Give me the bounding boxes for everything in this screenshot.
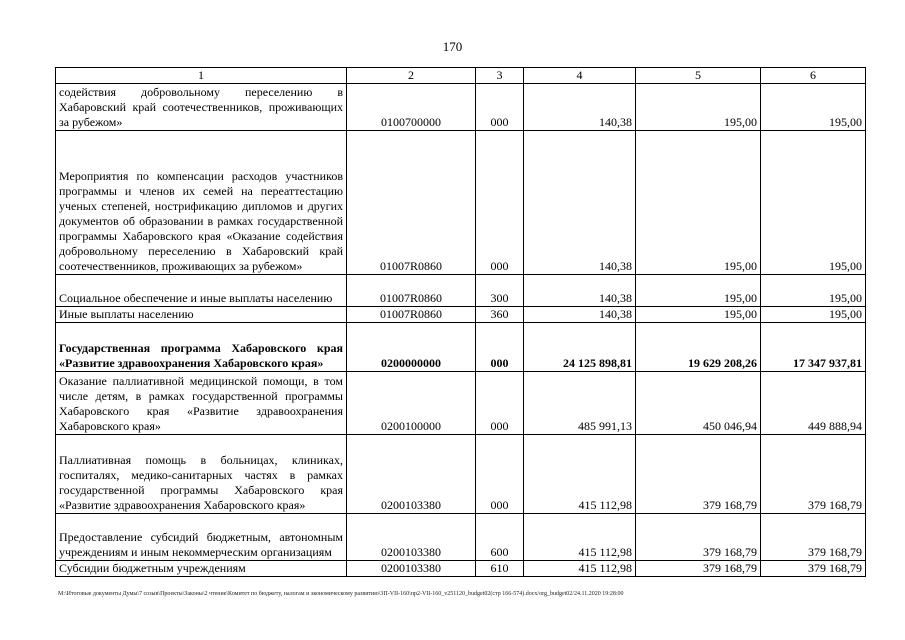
header-cell: 3 [476,68,524,84]
row-type-cell: 000 [476,131,524,275]
table-row [56,275,866,307]
row-code-cell: 0200103380 [347,435,476,514]
row-value-2022-cell: 379 168,79 [636,435,761,514]
row-name-cell: Государственная программа Хабаровского края «Развитие здравоохранения Хабаровского края» [56,323,347,372]
row-name-cell: Паллиативная помощь в больницах, клиниках, госпиталях, медико-санитарных частях в рамках государственной программы Хабаровского края «Развитие здравоохранения Хабаровского края» [56,435,347,514]
row-value-2021-cell: 140,38 [524,131,636,275]
header-cell: 6 [761,68,866,84]
row-value-2023-cell: 195,00 [761,84,866,131]
header-cell: 5 [636,68,761,84]
row-type-cell: 360 [476,307,524,323]
row-value-2021-cell: 24 125 898,81 [524,323,636,372]
page-number: 170 [442,39,463,54]
table-row [56,561,866,577]
row-value-2023-cell: 379 168,79 [761,514,866,561]
row-type-cell: 000 [476,323,524,372]
table-row [56,307,866,323]
row-value-2021-cell: 140,38 [524,307,636,323]
row-value-2023-cell: 17 347 937,81 [761,323,866,372]
row-type-cell: 600 [476,514,524,561]
row-value-2021-cell: 415 112,98 [524,514,636,561]
row-code-cell: 0200103380 [347,561,476,577]
row-value-2022-cell: 379 168,79 [636,514,761,561]
row-value-2021-cell: 415 112,98 [524,435,636,514]
row-code-cell: 0100700000 [347,84,476,131]
row-value-2023-cell: 195,00 [761,131,866,275]
row-value-2022-cell: 195,00 [636,84,761,131]
document-path-footer: M:\Итоговые документы Думы\7 созыв\Проекты\Законы\2 чтение\Комитет по бюджету, налогам и экономическому развитию\3П-VII-160\пр2-VII-160_v251120_budget02(стр 166-574).docx/org_budget02/24.11.2020 19:28:00 [58,591,624,597]
row-type-cell: 000 [476,435,524,514]
row-value-2021-cell: 140,38 [524,275,636,307]
row-value-2022-cell: 195,00 [636,131,761,275]
row-value-2022-cell: 195,00 [636,275,761,307]
table-row [56,323,866,372]
row-code-cell: 0200000000 [347,323,476,372]
row-value-2022-cell: 195,00 [636,307,761,323]
row-value-2022-cell: 19 629 208,26 [636,323,761,372]
row-name-cell: Предоставление субсидий бюджетным, автономным учреждениям и иным некоммерческим организациям [56,514,347,561]
table-row [56,84,866,131]
row-value-2023-cell: 195,00 [761,307,866,323]
row-name-cell: содействия добровольному переселению в Хабаровский край соотечественников, проживающих за рубежом» [56,84,347,131]
row-type-cell: 300 [476,275,524,307]
row-name-cell: Мероприятия по компенсации расходов участников программы и членов их семей на переаттестацию ученых степеней, нострификацию дипломов и других документов об образовании в рамках государственной программы Хабаровского края «Оказание содействия добровольному переселению в Хабаровский край соотечественников, проживающих за рубежом» [56,131,347,275]
row-value-2021-cell: 415 112,98 [524,561,636,577]
row-value-2022-cell: 379 168,79 [636,561,761,577]
row-name-cell: Субсидии бюджетным учреждениям [56,561,347,577]
header-cell: 1 [56,68,347,84]
row-value-2022-cell: 450 046,94 [636,372,761,435]
row-code-cell: 0200103380 [347,514,476,561]
row-value-2023-cell: 195,00 [761,275,866,307]
row-name-cell: Иные выплаты населению [56,307,347,323]
row-value-2021-cell: 140,38 [524,84,636,131]
table-row [56,435,866,514]
budget-table [55,67,866,577]
table-header-row [56,68,866,84]
table-row [56,372,866,435]
row-type-cell: 610 [476,561,524,577]
row-type-cell: 000 [476,372,524,435]
row-type-cell: 000 [476,84,524,131]
row-value-2023-cell: 379 168,79 [761,561,866,577]
row-name-cell: Оказание паллиативной медицинской помощи, в том числе детям, в рамках государственной программы Хабаровского края «Развитие здравоохранения Хабаровского края» [56,372,347,435]
header-cell: 2 [347,68,476,84]
row-value-2023-cell: 449 888,94 [761,372,866,435]
table-row [56,131,866,275]
table-row [56,514,866,561]
row-code-cell: 01007R0860 [347,275,476,307]
row-name-cell: Социальное обеспечение и иные выплаты населению [56,275,347,307]
row-code-cell: 01007R0860 [347,131,476,275]
row-code-cell: 0200100000 [347,372,476,435]
row-code-cell: 01007R0860 [347,307,476,323]
header-cell: 4 [524,68,636,84]
row-value-2023-cell: 379 168,79 [761,435,866,514]
row-value-2021-cell: 485 991,13 [524,372,636,435]
